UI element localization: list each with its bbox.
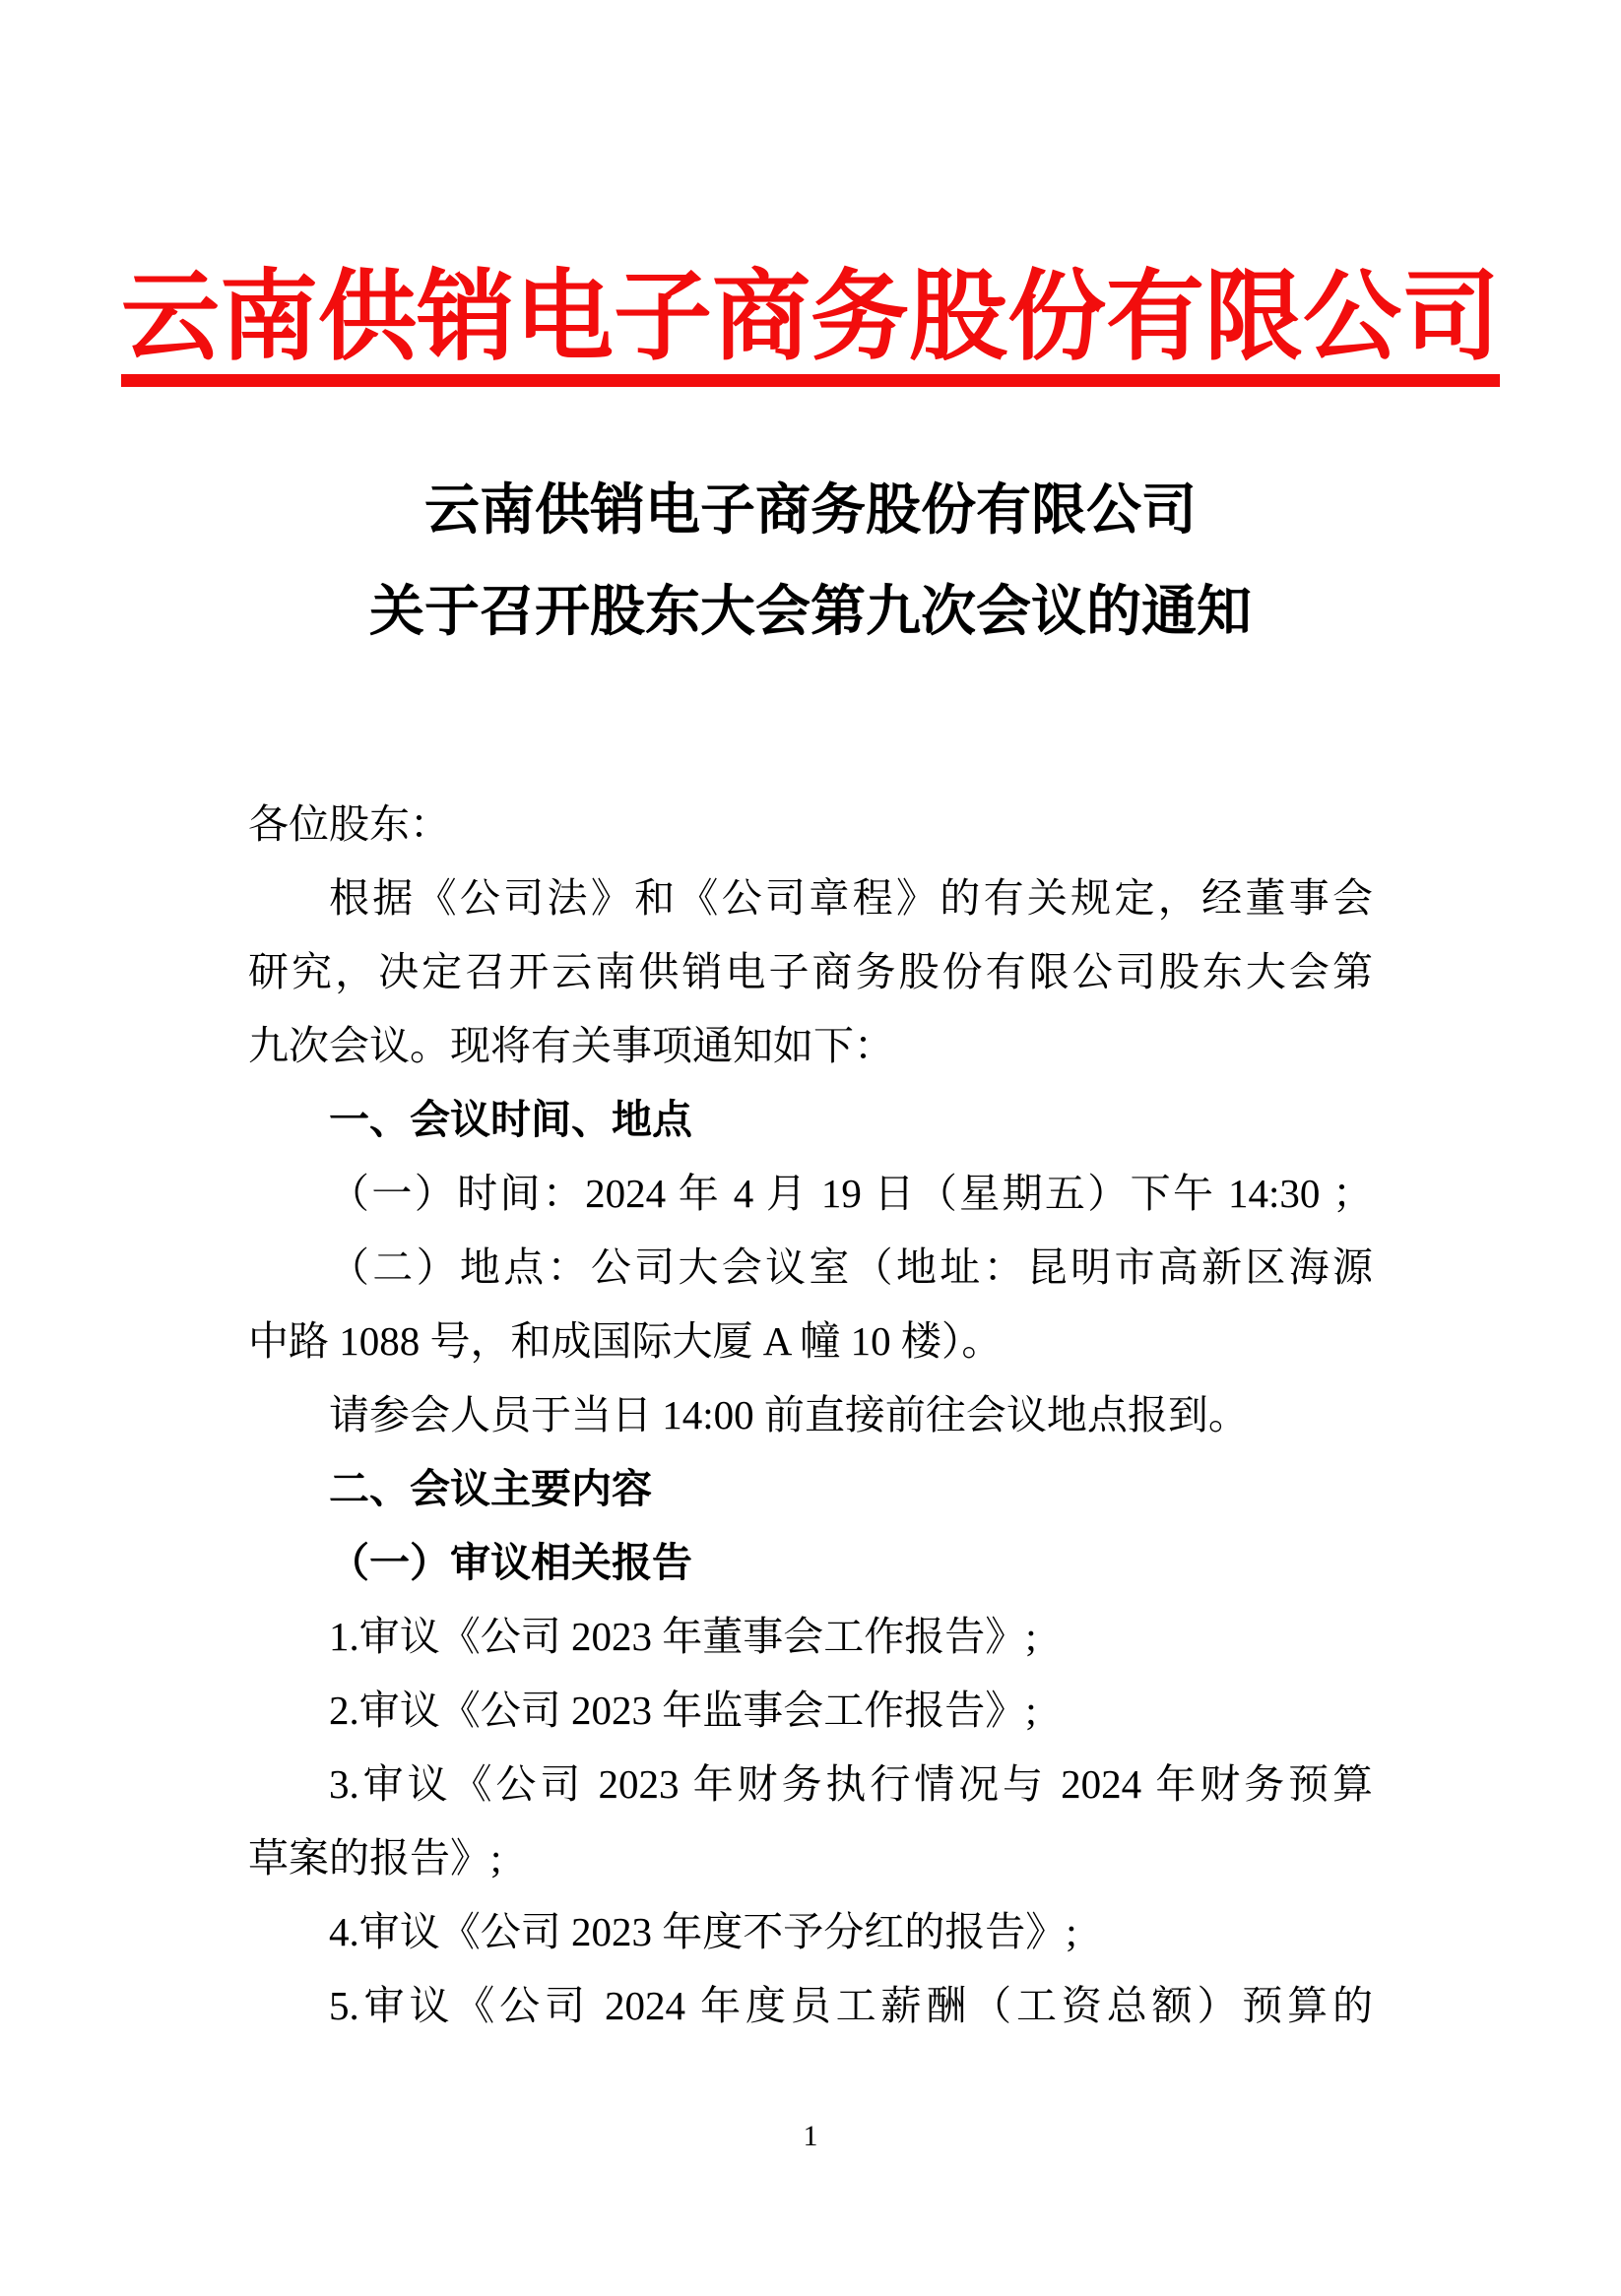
salutation-line: 各位股东： bbox=[248, 801, 450, 847]
intro-paragraph-line-3: 九次会议。现将有关事项通知如下： bbox=[248, 1023, 894, 1068]
page-number: 1 bbox=[803, 2120, 818, 2152]
agenda-item-3-line-1: 3.审议《公司 2023 年财务执行情况与 2024 年财务预算 bbox=[329, 1761, 1373, 1807]
document-body bbox=[248, 788, 1373, 2043]
document-title bbox=[0, 461, 1621, 664]
agenda-item-3-line-2: 草案的报告》; bbox=[248, 1835, 502, 1881]
intro-paragraph-line-2: 研究，决定召开云南供销电子商务股份有限公司股东大会第 bbox=[248, 949, 1373, 994]
section-1-heading: 一、会议时间、地点 bbox=[329, 1097, 692, 1142]
section-2-heading: 二、会议主要内容 bbox=[329, 1466, 652, 1511]
document-title-line-2: 关于召开股东大会第九次会议的通知 bbox=[369, 582, 1252, 643]
agenda-item-4: 4.审议《公司 2023 年度不予分红的报告》; bbox=[329, 1909, 1077, 1954]
meeting-location-line-2: 中路 1088 号，和成国际大厦 A 幢 10 楼）。 bbox=[248, 1318, 1003, 1364]
company-banner-text: 云南供销电子商务股份有限公司 bbox=[121, 266, 1500, 387]
intro-paragraph-line-1: 根据《公司法》和《公司章程》的有关规定，经董事会 bbox=[329, 875, 1373, 921]
meeting-time-line: （一）时间：2024 年 4 月 19 日（星期五）下午 14:30 ； bbox=[329, 1171, 1373, 1216]
company-banner bbox=[0, 263, 1621, 387]
document-title-line-1: 云南供销电子商务股份有限公司 bbox=[424, 480, 1197, 542]
subsection-1-heading: （一）审议相关报告 bbox=[329, 1540, 692, 1585]
checkin-instruction-line: 请参会人员于当日 14:00 前直接前往会议地点报到。 bbox=[329, 1392, 1249, 1437]
page-footer bbox=[0, 2117, 1621, 2156]
agenda-item-5-line-1: 5.审议《公司 2024 年度员工薪酬（工资总额）预算的 bbox=[329, 1983, 1373, 2028]
agenda-item-1: 1.审议《公司 2023 年董事会工作报告》; bbox=[329, 1614, 1037, 1659]
meeting-location-line-1: （二）地点：公司大会议室（地址：昆明市高新区海源 bbox=[329, 1244, 1373, 1290]
agenda-item-2: 2.审议《公司 2023 年监事会工作报告》; bbox=[329, 1688, 1037, 1733]
